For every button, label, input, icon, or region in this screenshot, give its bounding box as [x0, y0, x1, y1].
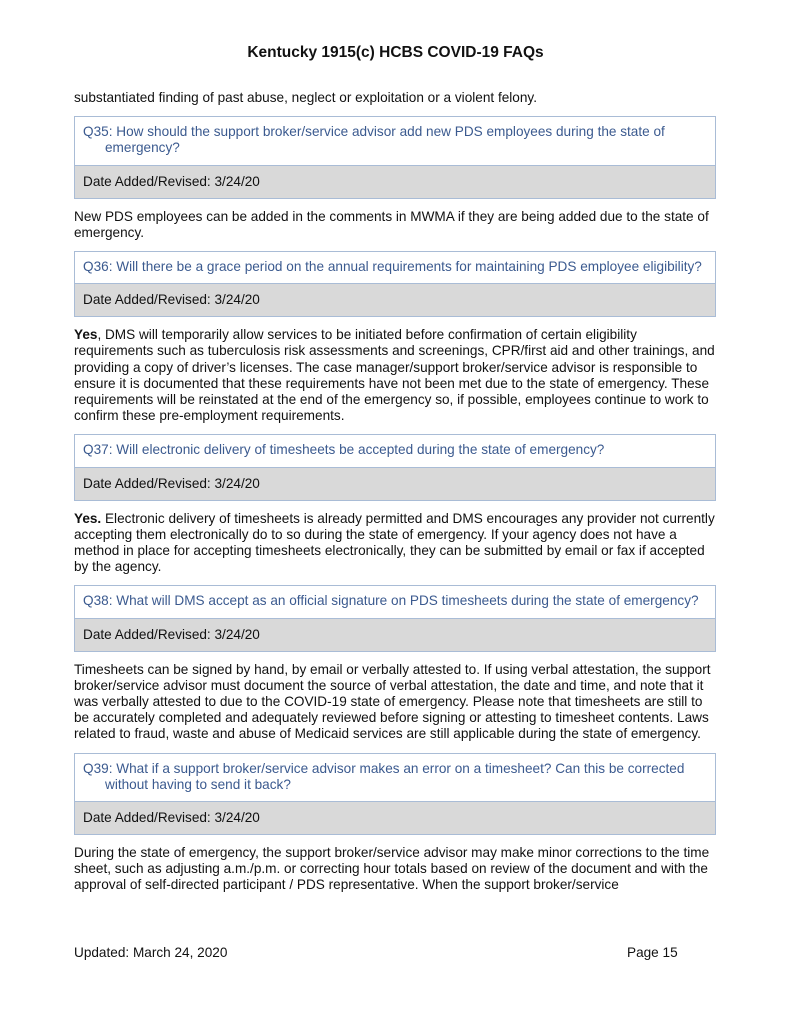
- faq-date: Date Added/Revised: 3/24/20: [75, 284, 715, 316]
- answer-lead: Yes.: [74, 510, 102, 526]
- faq-question: Q38: What will DMS accept as an official signature on PDS timesheets during the state of emergency?: [75, 586, 715, 618]
- footer-updated: Updated: March 24, 2020: [74, 945, 228, 960]
- footer-page-number: Page 15: [627, 945, 678, 960]
- document-body: [74, 90, 716, 894]
- faq-date: Date Added/Revised: 3/24/20: [75, 166, 715, 198]
- intro-text: substantiated finding of past abuse, neglect or exploitation or a violent felony.: [74, 90, 537, 105]
- faq-question-box: [74, 585, 716, 651]
- faq-answer: [74, 327, 716, 424]
- answer-text: , DMS will temporarily allow services to be initiated before confirmation of certain eligibility requirements such as tuberculosis risk assessments and screenings, CPR/first aid and other trainings, and providing a copy of driver’s licenses. The case manager/support broker/service advisor is responsible to ensure it is documented that these requirements have not been met due to the state of emergency. These requirements will be reinstated at the end of the emergency so, if possible, employees continue to work to confirm these pre-employment requirements.: [74, 327, 715, 424]
- faq-question-box: [74, 251, 716, 317]
- faq-answer: [74, 662, 716, 743]
- faq-question-box: [74, 434, 716, 500]
- answer-text: Electronic delivery of timesheets is already permitted and DMS encourages any provider not currently accepting them electronically do to so during the state of emergency. If your agency does not have a method in place for accepting timesheets electronically, they can be submitted by email or fax if accepted by the agency.: [74, 510, 715, 575]
- faq-answer: [74, 209, 716, 241]
- faq-question-box: [74, 753, 716, 835]
- faq-question: Q36: Will there be a grace period on the annual requirements for maintaining PDS employee eligibility?: [75, 252, 715, 284]
- answer-text: During the state of emergency, the support broker/service advisor may make minor corrections to the time sheet, such as adjusting a.m./p.m. or correcting hour totals based on review of the document and with the approval of self-directed participant / PDS representative. When the support broker/service: [74, 845, 710, 893]
- faq-question: Q35: How should the support broker/service advisor add new PDS employees during the state of emergency?: [75, 117, 715, 165]
- faq-date: Date Added/Revised: 3/24/20: [75, 619, 715, 651]
- faq-question: Q39: What if a support broker/service advisor makes an error on a timesheet? Can this be corrected without having to send it back?: [75, 754, 715, 802]
- faq-date: Date Added/Revised: 3/24/20: [75, 802, 715, 834]
- faq-answer: [74, 511, 716, 576]
- answer-text: Timesheets can be signed by hand, by email or verbally attested to. If using verbal attestation, the support broker/service advisor must document the source of verbal attestation, the date and time, and note that it was verbally attested to due to the COVID-19 state of emergency. Please note that timesheets are still to be accurately completed and adequately reviewed before signing or attesting to timesheet contents. Laws related to fraud, waste and abuse of Medicaid services are still applicable during the state of emergency.: [74, 661, 711, 742]
- faq-question: Q37: Will electronic delivery of timesheets be accepted during the state of emergency?: [75, 435, 715, 467]
- faq-question-box: [74, 116, 716, 198]
- faq-answer: [74, 845, 716, 894]
- answer-lead: Yes: [74, 327, 98, 343]
- answer-text: New PDS employees can be added in the comments in MWMA if they are being added due to the state of emergency.: [74, 208, 709, 240]
- faq-date: Date Added/Revised: 3/24/20: [75, 468, 715, 500]
- page-title: Kentucky 1915(c) HCBS COVID-19 FAQs: [247, 44, 544, 61]
